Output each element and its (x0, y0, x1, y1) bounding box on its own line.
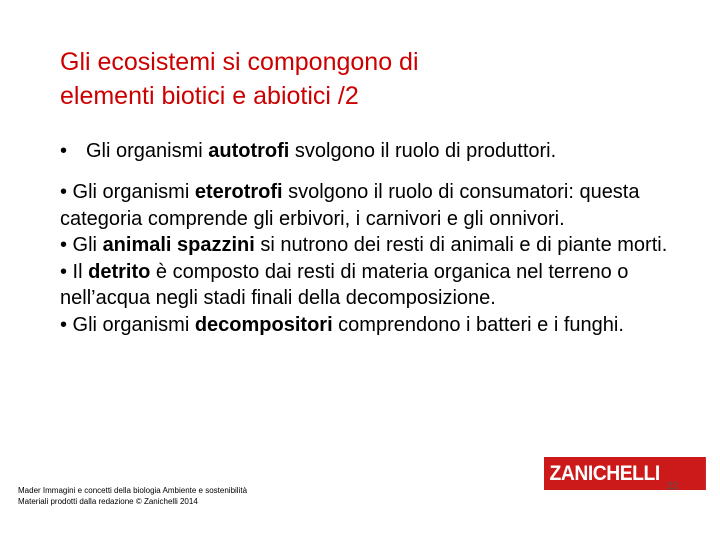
bullet-detrito-prefix: • Il (60, 260, 89, 283)
slide-title-line-1: Gli ecosistemi si compongono di (60, 48, 419, 76)
footer-line-2: Materiali prodotti dalla redazione © Zanichelli 2014 (18, 497, 198, 506)
bullet-spazzini (60, 232, 680, 259)
bullet-glyph: • (60, 140, 68, 162)
bullet-detrito-suffix: è composto dai resti di materia organica nel terreno o nell’acqua negli stadi finali della decomposizione. (60, 260, 629, 309)
slide-title-line-2: elementi biotici e abiotici /2 (60, 82, 359, 110)
footer-credits (18, 485, 247, 507)
bullet-detrito (60, 259, 680, 312)
bullet-eterotrofi-term: eterotrofi (194, 181, 283, 203)
bullet-spazzini-suffix: si nutrono dei resti di animali e di piante morti. (254, 234, 668, 256)
bullet-autotrofi-prefix: Gli organismi (86, 140, 209, 162)
zanichelli-logo: ZANICHELLI (544, 457, 706, 490)
bullet-autotrofi-suffix: svolgono il ruolo di produttori. (289, 140, 557, 162)
bullet-eterotrofi-suffix: svolgono il ruolo di consumatori: questa categoria comprende gli erbivori, i carnivori e gli onnivori. (60, 181, 640, 230)
bullet-spazzini-term: animali spazzini (102, 234, 255, 256)
slide-body (60, 179, 680, 338)
bullet-decompositori-term: decompositori (194, 313, 333, 336)
bullet-eterotrofi-prefix: • Gli organismi (60, 181, 195, 203)
bullet-decompositori-suffix: comprendono i batteri e i funghi. (332, 313, 624, 336)
slide-title (60, 45, 620, 113)
bullet-eterotrofi (60, 179, 680, 232)
footer-line-1: Mader Immagini e concetti della biologia Ambiente e sostenibilità (18, 486, 248, 495)
bullet-autotrofi-term: autotrofi (208, 140, 290, 162)
page-number: 22 (666, 481, 678, 492)
bullet-spazzini-prefix: • Gli (60, 234, 103, 256)
bullet-decompositori (60, 312, 680, 339)
bullet-autotrofi (60, 138, 556, 164)
bullet-decompositori-prefix: • Gli organismi (60, 313, 195, 336)
bullet-detrito-term: detrito (88, 260, 151, 283)
